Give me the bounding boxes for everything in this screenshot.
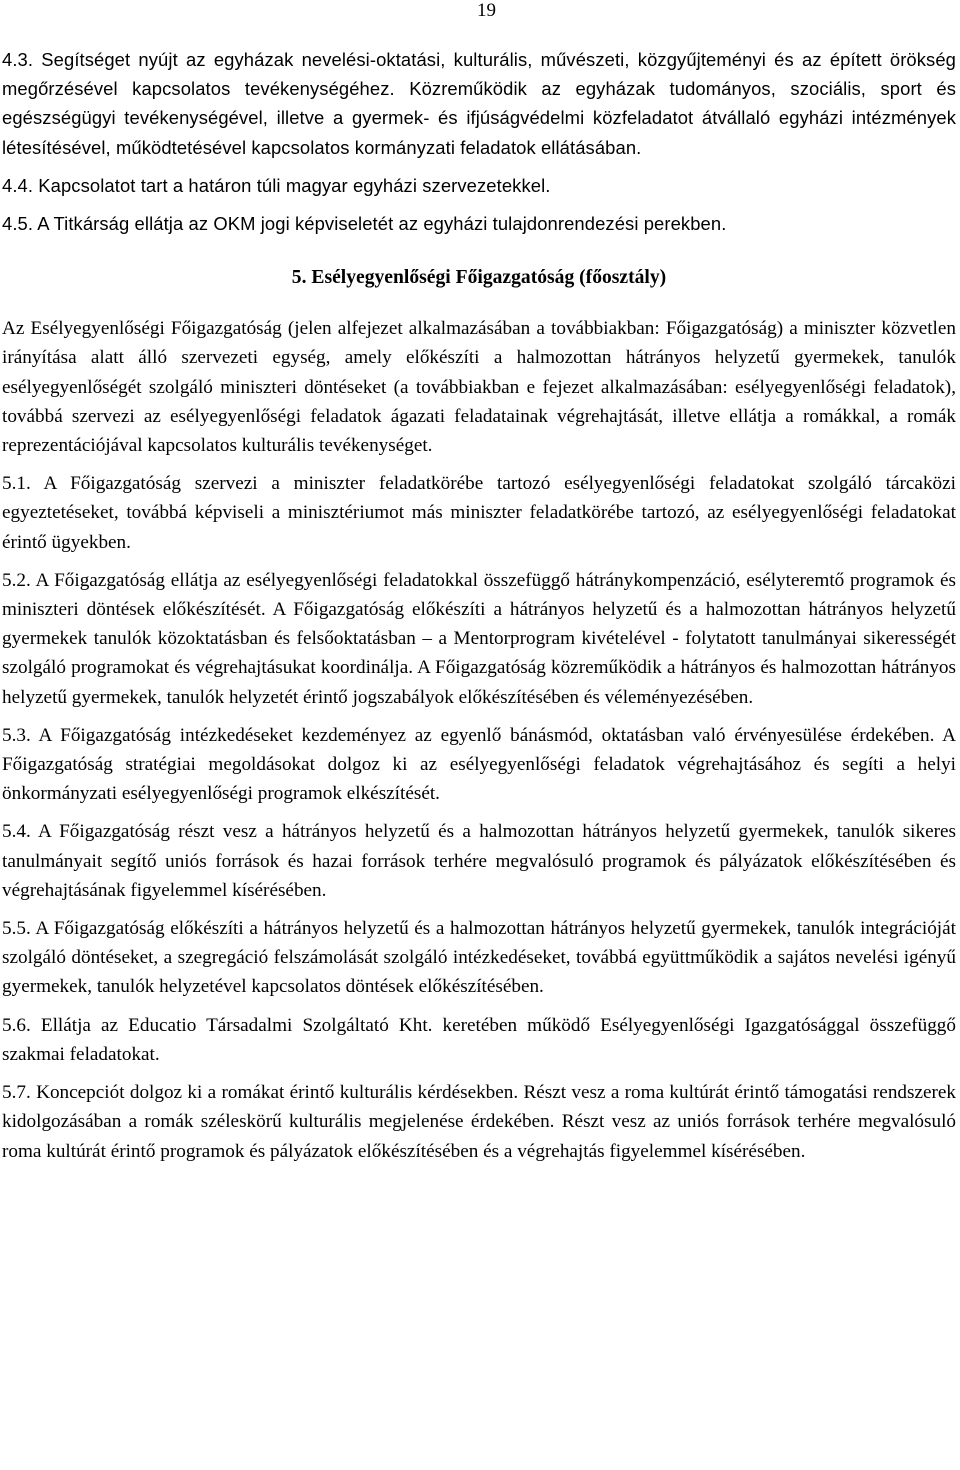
paragraph-4-3: 4.3. Segítséget nyújt az egyházak nevelési-oktatási, kulturális, művészeti, közgyűjteményi és az épített örökség megőrzésével kapcsolatos tevékenységéhez. Közreműködik az egyházak tudományos, szociális, sport és egészségügyi tevékenységével, illetve a gyermek- és ifjúságvédelmi közfeladatot átvállaló egyházi intézmények létesítésével, működtetésével kapcsolatos kormányzati feladatok ellátásában. [2, 49, 956, 158]
paragraph-5-1: 5.1. A Főigazgatóság szervezi a miniszter feladatkörébe tartozó esélyegyenlőségi feladatokat szolgáló tárcaközi egyeztetéseket, továbbá képviseli a minisztériumot más miniszter feladatkörébe tartozó, az esélyegyenlőségi feladatokat érintő ügyekben. [2, 473, 956, 553]
paragraph-4-5: 4.5. A Titkárság ellátja az OKM jogi képviseletét az egyházi tulajdonrendezési perekben. [2, 213, 727, 235]
paragraph-5-2: 5.2. A Főigazgatóság ellátja az esélyegyenlőségi feladatokkal összefüggő hátránykompenzáció, esélyteremtő programok és miniszteri döntések előkészítését. A Főigazgatóság előkészíti a hátrányos helyzetű és a halmozottan hátrányos helyzetű gyermekek tanulók közoktatásban és felsőoktatásban – a Mentorprogram kivételével - folytatott tanulmányai sikerességét szolgáló programokat és végrehajtásukat koordinálja. A Főigazgatóság közreműködik a hátrányos és halmozottan hátrányos helyzetű gyermekek, tanulók helyzetét érintő jogszabályok előkészítésében és véleményezésében. [2, 569, 956, 708]
paragraph-5-7: 5.7. Koncepciót dolgoz ki a romákat érintő kulturális kérdésekben. Részt vesz a roma kultúrát érintő támogatási rendszerek kidolgozásában a romák széleskörű kulturális megjelenése érdekében. Részt vesz az uniós források terhére megvalósuló roma kultúrát érintő programok és pályázatok előkészítésében és a végrehajtás figyelemmel kísérésében. [2, 1082, 956, 1162]
document-body [2, 45, 956, 1175]
paragraph-4-4: 4.4. Kapcsolatot tart a határon túli magyar egyházi szervezetekkel. [2, 174, 551, 196]
paragraph-5-4: 5.4. A Főigazgatóság részt vesz a hátrányos helyzetű és a halmozottan hátrányos helyzetű gyermekek, tanulók sikeres tanulmányait segítő uniós források és hazai források terhére megvalósuló programok és pályázatok előkészítésében és végrehajtásának figyelemmel kísérésében. [2, 821, 956, 901]
paragraph-5-3: 5.3. A Főigazgatóság intézkedéseket kezdeményez az egyenlő bánásmód, oktatásban való érvényesülése érdekében. A Főigazgatóság stratégiai megoldásokat dolgoz ki az esélyegyenlőségi feladatok végrehajtásához és segíti a helyi önkormányzati esélyegyenlőségi programok elkészítését. [2, 724, 956, 805]
section-intro-paragraph: Az Esélyegyenlőségi Főigazgatóság (jelen alfejezet alkalmazásában a továbbiakban: Főigazgatóság) a miniszter közvetlen irányítása alatt álló szervezeti egység, amely előkészíti a halmozottan hátrányos helyzetű gyermekek, tanulók esélyegyenlőségét szolgáló miniszteri döntéseket (a továbbiakban e fejezet alkalmazásában: esélyegyenlőségi feladatok), továbbá szervezi az esélyegyenlőségi feladatok ágazati feladatainak végrehajtását, illetve ellátja a romákkal, a romák reprezentációjával kapcsolatos kulturális tevékenységet. [2, 318, 956, 457]
paragraph-5-5: 5.5. A Főigazgatóság előkészíti a hátrányos helyzetű és a halmozottan hátrányos helyzetű gyermekek, tanulók integrációját szolgáló döntéseket, a szegregáció felszámolását szolgáló intézkedéseket, továbbá együttműködik a sajátos nevelési igényű gyermekek, tanulók helyzetével kapcsolatos döntések előkészítésében. [2, 918, 956, 998]
page-number: 19 [477, 0, 496, 21]
section-heading: 5. Esélyegyenlőségi Főigazgatóság (főosztály) [291, 267, 667, 289]
paragraph-5-6: 5.6. Ellátja az Educatio Társadalmi Szolgáltató Kht. keretében működő Esélyegyenlőségi Igazgatósággal összefüggő szakmai feladatokat. [2, 1014, 956, 1065]
